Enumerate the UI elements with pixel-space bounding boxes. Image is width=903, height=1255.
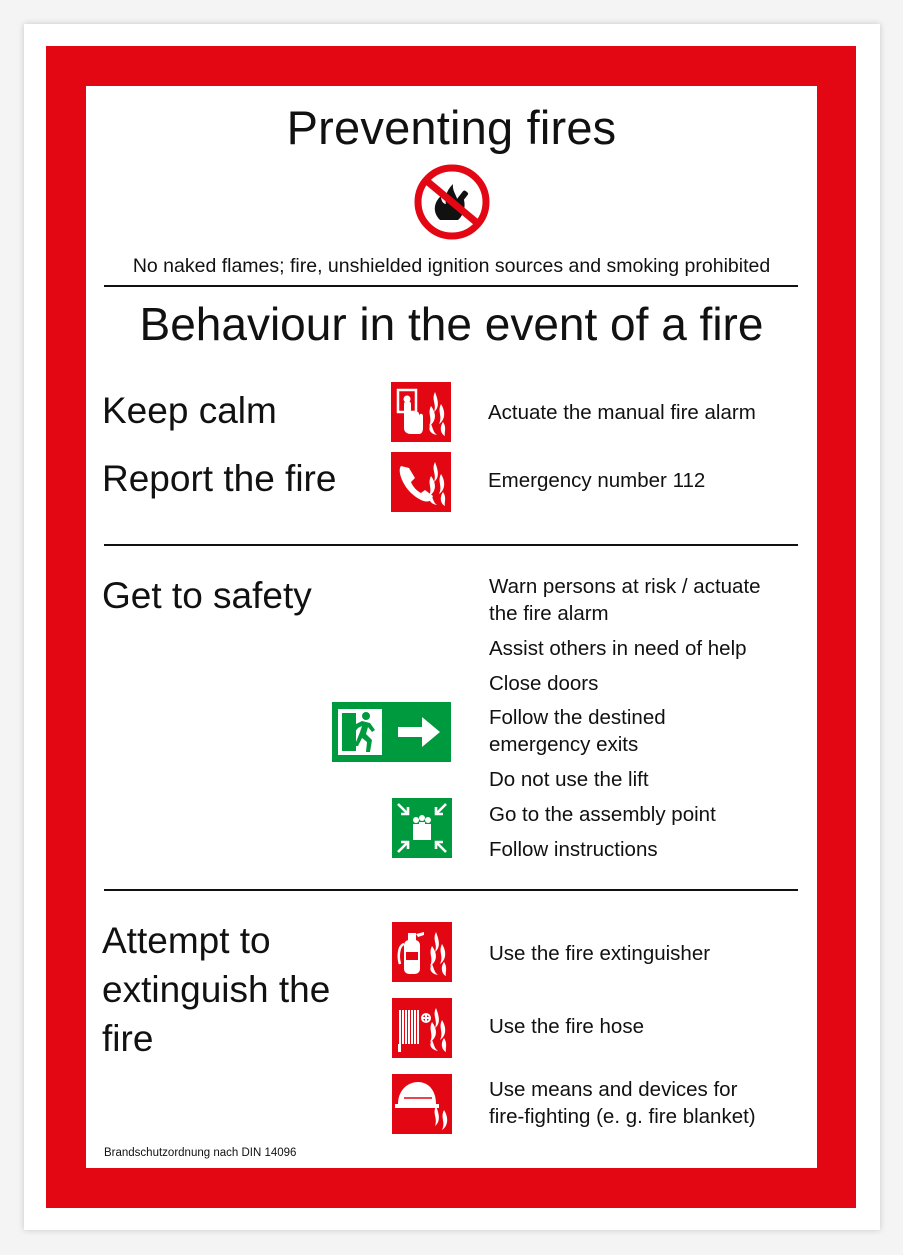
fire-fighting-equipment-icon bbox=[392, 1074, 452, 1134]
sign-panel bbox=[86, 86, 817, 1168]
fire-extinguisher-icon bbox=[392, 922, 452, 982]
safety-instruction: Follow instructions bbox=[489, 838, 658, 861]
footer-note: Brandschutzordnung nach DIN 14096 bbox=[104, 1147, 297, 1159]
safety-instruction: Close doors bbox=[489, 672, 599, 695]
safety-instruction: Warn persons at risk / actuate bbox=[489, 575, 761, 598]
extinguish-instruction: Use the fire hose bbox=[489, 1015, 644, 1038]
report-fire-label: Report the fire bbox=[102, 458, 337, 499]
assembly-point-icon bbox=[392, 798, 452, 858]
section-heading: Behaviour in the event of a fire bbox=[139, 298, 764, 350]
keep-calm-text: Actuate the manual fire alarm bbox=[488, 401, 756, 424]
safety-instruction: emergency exits bbox=[489, 733, 639, 756]
no-naked-flames-icon bbox=[412, 162, 492, 242]
safety-instruction: Go to the assembly point bbox=[489, 803, 716, 826]
safety-instruction: the fire alarm bbox=[489, 602, 609, 625]
divider bbox=[104, 889, 798, 891]
extinguish-label-line: fire bbox=[102, 1018, 154, 1059]
safety-instruction: Do not use the lift bbox=[489, 768, 649, 791]
extinguish-label-line: extinguish the bbox=[102, 969, 331, 1010]
extinguish-label-line: Attempt to bbox=[102, 920, 271, 961]
safety-instruction: Assist others in need of help bbox=[489, 637, 747, 660]
keep-calm-label: Keep calm bbox=[102, 390, 277, 431]
safety-instruction: Follow the destined bbox=[489, 706, 666, 729]
extinguish-instruction: Use means and devices for bbox=[489, 1078, 738, 1101]
manual-fire-alarm-icon bbox=[391, 382, 451, 442]
fire-emergency-phone-icon bbox=[391, 452, 451, 512]
extinguish-instruction: Use the fire extinguisher bbox=[489, 942, 711, 965]
emergency-exit-arrow-icon bbox=[332, 702, 451, 762]
get-to-safety-label: Get to safety bbox=[102, 575, 312, 616]
extinguish-instruction: fire-fighting (e. g. fire blanket) bbox=[489, 1105, 756, 1128]
divider bbox=[104, 544, 798, 546]
report-fire-text: Emergency number 112 bbox=[488, 469, 706, 492]
divider bbox=[104, 285, 798, 287]
fire-hose-icon bbox=[392, 998, 452, 1058]
prohibition-text: No naked flames; fire, unshielded ignition sources and smoking prohibited bbox=[132, 255, 771, 277]
page-title: Preventing fires bbox=[286, 101, 617, 154]
